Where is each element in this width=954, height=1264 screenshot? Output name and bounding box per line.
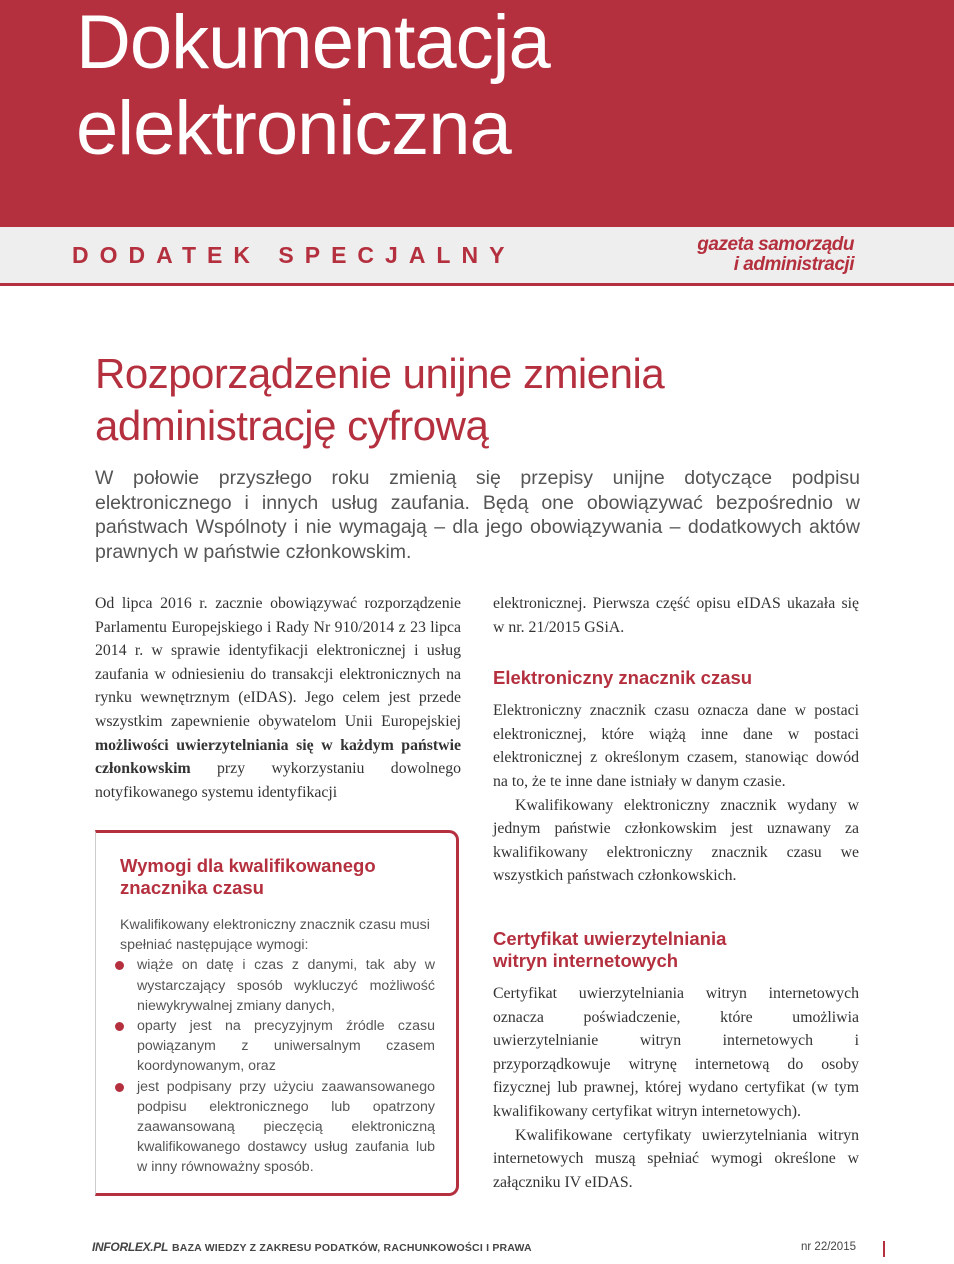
requirements-box [95,830,459,1196]
section1-paragraph-1: Elektroniczny znacznik czasu oznacza dane w postaci elektronicznej, które wiążą inne dane w postaci elektronicznej z określonym czasem, stanowiąc dowód na to, że te inne dane istniały w danym czasie. [493,702,859,790]
list-item [120,1077,435,1178]
supplement-band [0,227,954,286]
left-text-b: przy wykorzystaniu dowolnego notyfikowanego systemu identyfikacji [95,760,461,801]
masthead [0,0,954,227]
list-item [120,1016,435,1077]
requirements-list [120,955,435,1177]
bullet-icon [115,1022,124,1031]
footer-accent-bar [883,1241,885,1257]
bullet-icon [115,961,124,970]
section1-paragraph-2: Kwalifikowany elektroniczny znacznik wydany w jednym państwie członkowskim jest uznawany za kwalifikowany elektroniczny znacznik czasu we wszystkich państwach członkowskich. [493,796,859,885]
footer-tagline: BAZA WIEDZY Z ZAKRESU PODATKÓW, RACHUNKOWOŚCI I PRAWA [172,1242,532,1254]
left-text-a: Od lipca 2016 r. zacznie obowiązywać rozporządzenie Parlamentu Europejskiego i Rady Nr 910/2014 z 23 lipca 2014 r. w sprawie identyfikacji elektronicznej i usług zaufania w odniesieniu do transakcji elektronicznych na rynku wewnętrznym (eIDAS). Jego celem jest przede wszystkim zapewnienie obywatelom Unii Europejskiej [95,595,461,730]
logo-line-2: i administracji [733,254,854,275]
left-paragraph [95,592,461,804]
bullet-icon [115,1083,124,1092]
issue-number: nr 22/2015 [801,1241,856,1253]
section2-paragraph-1: Certyfikat uwierzytelniania witryn internetowych oznacza poświadczenie, które umożliwia uwierzytelnianie witryn internetowych i przyporządkowuje witrynę internetową do osoby fizycznej lub prawnej, której wydano certyfikat (w tym kwalifikowany certyfikat witryn internetowych). [493,984,859,1120]
section2-title-line-2: witryn internetowych [493,949,679,971]
box-body [120,915,435,1178]
headline-line-2: administrację cyfrową [95,402,489,449]
logo-line-1: gazeta samorządu [697,234,854,255]
headline-line-1: Rozporządzenie unijne zmienia [95,350,665,397]
title-line-1: Dokumentacja [76,0,550,85]
right-paragraph-continuation: elektronicznej. Pierwsza część opisu eIDAS ukazała się w nr. 21/2015 GSiA. [493,595,859,636]
section2-title-line-1: Certyfikat uwierzytelniania [493,927,727,949]
gazeta-logo [697,235,854,275]
list-item-text: oparty jest na precyzyjnym źródle czasu powiązanym z uniwersalnym czasem koordynowanym, oraz [137,1018,435,1075]
right-column [493,592,859,1194]
box-title [120,855,440,899]
box-intro: Kwalifikowany elektroniczny znacznik czasu musi spełniać następujące wymogi: [120,917,430,954]
title-line-2: elektroniczna [76,86,511,171]
list-item [120,955,435,1016]
publication-title [76,0,550,172]
section-title-certificate [493,928,859,972]
list-item-text: jest podpisany przy użyciu zaawansowanego podpisu elektronicznego lub opatrzony zaawansowaną pieczęcią elektroniczną kwalifikowanego dostawcy usług zaufania lub w inny równoważny sposób. [137,1078,435,1176]
section2-paragraph-2: Kwalifikowane certyfikaty uwierzytelniania witryn internetowych muszą spełniać wymogi określone w załączniku IV eIDAS. [493,1126,859,1191]
section-title-timestamp: Elektroniczny znacznik czasu [493,667,753,689]
supplement-label: DODATEK SPECJALNY [72,242,516,268]
left-text-bold: możliwości uwierzytelniania się w każdym państwie członkowskim [95,736,461,778]
inforlex-logo: INFORLEX.PL [92,1240,169,1254]
box-title-line-1: Wymogi dla kwalifikowanego [120,855,376,876]
box-title-line-2: znacznika czasu [120,877,264,898]
left-column [95,592,461,804]
list-item-text: wiąże on datę i czas z danymi, tak aby w wystarczający sposób wykluczyć możliwość niewykrywalnej zmiany danych, [137,957,435,1014]
article-headline [95,348,875,452]
article-lead: W połowie przyszłego roku zmienią się przepisy unijne dotyczące podpisu elektronicznego i innych usług zaufania. Będą one obowiązywać bezpośrednio w państwach Wspólnoty i nie wymagają – dla jego obowiązywania – dodatkowych aktów prawnych w państwie członkowskim. [95,467,860,563]
